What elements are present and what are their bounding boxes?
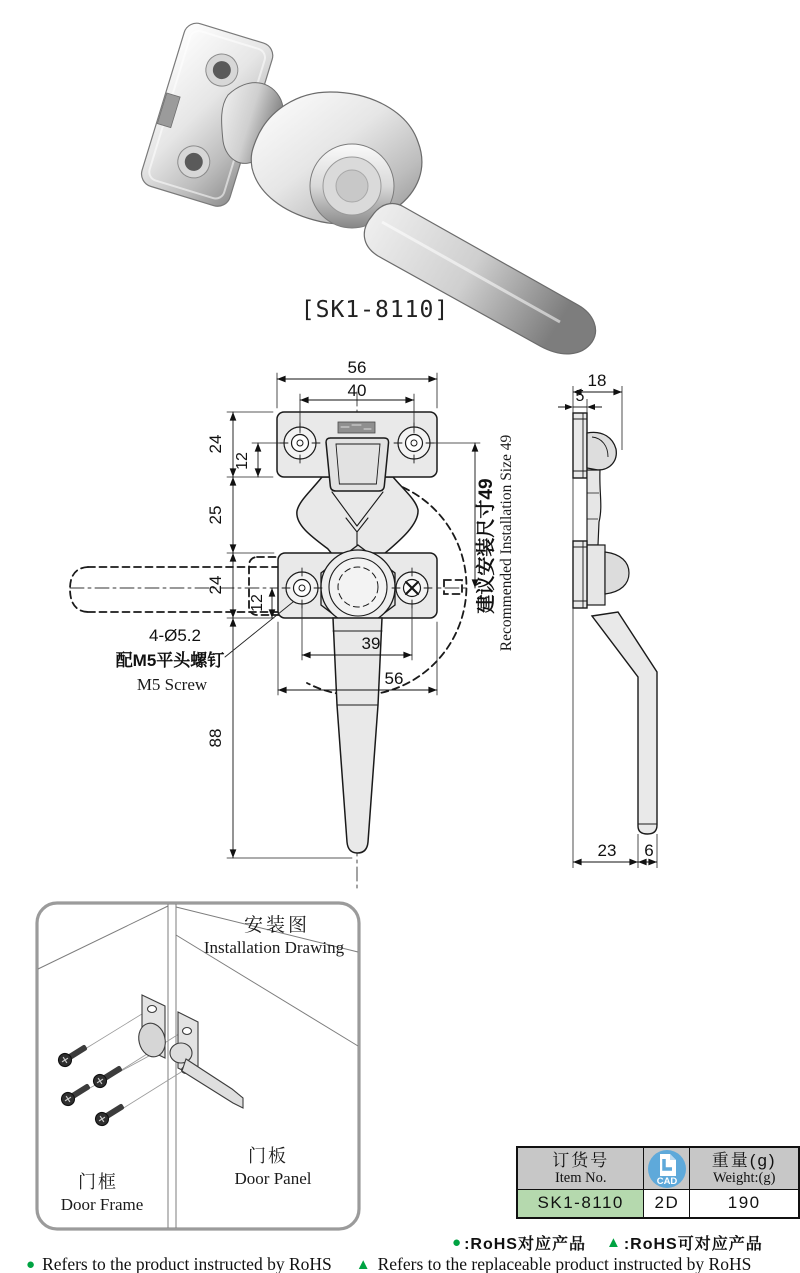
door-panel-label-en: Door Panel	[234, 1169, 312, 1188]
rohs-dot-icon: ●	[452, 1234, 463, 1251]
rohs-legend-dot-cn: :RoHS对应产品	[464, 1236, 586, 1253]
spec-item-no: SK1-8110	[517, 1190, 644, 1218]
cad-icon	[647, 1149, 687, 1189]
spec-header-item-cn: 订货号	[552, 1151, 610, 1170]
side-neck	[587, 470, 601, 545]
dim-body-hole-offset: 12	[249, 594, 266, 612]
dim-plate-width: 56	[347, 358, 367, 377]
spec-weight-value: 190	[690, 1190, 799, 1218]
install-size-cn: 建议安装尺寸49	[476, 478, 497, 614]
install-size-en: Recommended Installation Size 49	[498, 434, 515, 652]
dim-handle-offset: 23	[597, 841, 617, 860]
spec-cad-value[interactable]: 2D	[644, 1190, 690, 1218]
rohs-triangle-icon: ▲	[605, 1234, 622, 1251]
dim-plate-height: 24	[206, 434, 225, 454]
spec-header-item-en: Item No.	[554, 1170, 607, 1186]
door-frame-label-en: Door Frame	[60, 1195, 144, 1214]
rohs-legend-cn	[452, 1231, 798, 1254]
front-view	[70, 358, 515, 888]
side-view	[558, 371, 657, 868]
screw-note-en: M5 Screw	[136, 675, 208, 694]
rohs-legend-tri-en: Refers to the replaceable product instructed by RoHS	[377, 1254, 752, 1273]
dim-plate-hole-offset: 12	[234, 452, 251, 470]
dim-handle-length: 88	[206, 728, 225, 748]
spec-header-weight	[690, 1147, 799, 1190]
rohs-dot-icon-en: ●	[26, 1256, 36, 1273]
door-frame-label-cn: 门框	[78, 1172, 118, 1192]
dim-body-height: 24	[206, 575, 225, 595]
spec-header-cad	[644, 1147, 690, 1190]
rohs-legend-tri-cn: :RoHS可对应产品	[623, 1236, 763, 1253]
dim-body-width: 56	[384, 669, 404, 688]
spec-table	[516, 1146, 800, 1219]
handle-lever-front	[333, 618, 382, 853]
cad-icon-label: CAD	[656, 1175, 678, 1187]
product-code-label: [SK1-8110]	[300, 297, 450, 323]
rohs-legend-en	[26, 1254, 798, 1273]
installation-box	[37, 903, 359, 1229]
dim-body-hole-spacing: 39	[361, 634, 381, 653]
side-boss-bump	[605, 552, 629, 594]
screw-note-spec: 4-Ø5.2	[149, 626, 201, 645]
catch-trapezoid	[326, 438, 388, 491]
spec-header-weight-en: Weight:(g)	[712, 1170, 776, 1186]
spec-header-weight-cn: 重量(g)	[711, 1151, 777, 1170]
installation-title-en: Installation Drawing	[203, 938, 345, 957]
spec-row	[517, 1190, 799, 1218]
side-mid-layer	[587, 545, 605, 605]
dim-plate-thickness: 5	[575, 388, 585, 405]
dim-plate-hole-spacing: 40	[347, 381, 367, 400]
side-handle-lever	[592, 612, 657, 834]
side-body-plate	[573, 541, 587, 608]
dim-plate-to-body-gap: 25	[206, 505, 225, 525]
installation-title-cn: 安装图	[243, 915, 311, 936]
side-strike-plate	[573, 413, 587, 478]
side-catch-wedge	[587, 432, 616, 470]
door-panel-label-cn: 门板	[248, 1146, 288, 1166]
rohs-legend-dot-en: Refers to the product instructed by RoHS	[42, 1254, 332, 1273]
dim-handle-thickness: 6	[644, 841, 654, 860]
dim-total-depth: 18	[587, 371, 607, 390]
rohs-triangle-icon-en: ▲	[355, 1256, 371, 1273]
spec-header-item	[517, 1147, 644, 1190]
screw-note-cn: 配M5平头螺钉	[115, 651, 225, 670]
